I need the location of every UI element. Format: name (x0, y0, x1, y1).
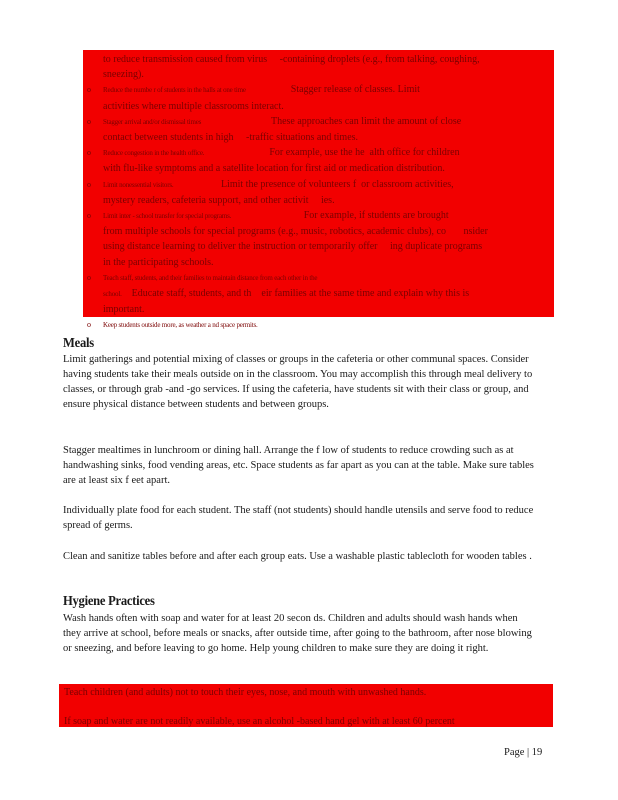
bullet-lead-text: Teach staff, students, and their families to maintain distance from each other in the (103, 273, 318, 282)
red-block-line (103, 255, 548, 270)
bullet-lead-text: school. (103, 290, 122, 299)
highlighted-recommendations-block (83, 50, 554, 330)
bullet-lead-text: Limit inter - school transfer for special programs. (103, 212, 232, 221)
red-block-line (103, 161, 548, 176)
bullet-body-text: These approaches can limit the amount of close (201, 115, 462, 127)
red-block-line (87, 317, 548, 333)
bullet-body-text: Limit the presence of volunteers f or classroom activities, (173, 178, 454, 190)
bullet-body-text: sneezing). (103, 69, 144, 81)
bullet-lead-text: Stagger arrival and/or dismissal times (103, 117, 202, 126)
hygiene-paragraph-1: Wash hands often with soap and water for at least 20 secon ds. Children and adults should wash hands when they arrive at school, before meals or snacks, after outside time, after going to the bathroom, after nose blowing or sneezing, and before leaving to go home. Help young children to make sure they are doing it right. (63, 613, 532, 654)
bullet-icon: o (87, 116, 91, 126)
bullet-body-text: For example, if students are brought (231, 210, 449, 222)
bullet-body-text: mystery readers, cafeteria support, and other activit ies. (103, 194, 335, 206)
bullet-body-text: to reduce transmission caused from virus -containing droplets (e.g., from talking, coughing, (103, 54, 480, 65)
bullet-body-text: Stagger release of classes. Limit (245, 84, 420, 96)
bullet-icon: o (87, 272, 91, 282)
bullet-body-text: with flu-like symptoms and a satellite location for first aid or medication distribution. (103, 163, 445, 175)
bullet-icon: o (87, 179, 91, 189)
red-block-line (103, 239, 548, 254)
bullet-body-text: from multiple schools for special programs (e.g., music, robotics, academic clubs), co nsider (103, 226, 488, 238)
bullet-lead-text: Keep students outside more, as weather a nd space permits. (103, 321, 258, 330)
bullet-icon: o (87, 320, 91, 330)
meals-paragraph-3: Individually plate food for each student. The staff (not students) should handle utensils and serve food to reduce spread of germs. (63, 505, 534, 531)
red-block-line (87, 270, 548, 286)
meals-paragraph-2: Stagger mealtimes in lunchroom or dining hall. Arrange the f low of students to reduce crowding such as at handwashing sinks, food vending areas, etc. Space students as far apart as you can at the table. Make sure tables are at least six f eet apart. (63, 445, 534, 486)
red-block-line (103, 193, 548, 208)
bullet-icon: o (87, 211, 91, 221)
red-block-line (103, 286, 548, 302)
highlighted-hygiene-block (59, 684, 553, 727)
bullet-body-text: important. (103, 304, 145, 316)
red-block-line (87, 208, 548, 224)
bullet-body-text: using distance learning to deliver the instruction or temporarily offer ing duplicate programs (103, 241, 483, 253)
bullet-body-text: contact between students in high -traffic situations and times. (103, 132, 359, 144)
meals-paragraph-1: Limit gatherings and potential mixing of classes or groups in the cafeteria or other communal spaces. Consider having students take their meals outside on in the classroom. You may accomplish this through meal delivery to classes, or through grab -and -go services. If using the cafeteria, have students sit with their class or group, and ensure physical distance between students and between groups. (63, 354, 533, 410)
hygiene-highlight-line-2: If soap and water are not readily available, use an alcohol -based hand gel with at least 60 percent (64, 716, 455, 727)
bullet-lead-text: Limit nonessential visitors. (103, 180, 174, 189)
red-block-line (87, 114, 548, 130)
red-block-line (103, 224, 548, 239)
bullet-body-text: Educate staff, students, and th eir families at the same time and explain why this is (121, 288, 470, 300)
red-block-line (103, 52, 548, 67)
bullet-lead-text: Reduce the numbe r of students in the halls at one time (103, 86, 246, 95)
red-block-line (87, 145, 548, 161)
red-block-line (87, 82, 548, 98)
hygiene-highlight-line-1: Teach children (and adults) not to touch their eyes, nose, and mouth with unwashed hands. (64, 687, 427, 698)
red-block-line (103, 67, 548, 82)
meals-heading: Meals (63, 336, 94, 351)
bullet-icon: o (87, 148, 91, 158)
red-block-line (103, 302, 548, 317)
meals-paragraph-4: Clean and sanitize tables before and after each group eats. Use a washable plastic tablecloth for wooden tables . (63, 551, 532, 562)
bullet-body-text: in the participating schools. (103, 256, 214, 268)
red-block-line (87, 177, 548, 193)
page-label: Page | (504, 747, 532, 758)
bullet-body-text: For example, use the he alth office for children (204, 147, 460, 159)
page-number-value: 19 (531, 747, 543, 758)
red-block-line (103, 130, 548, 145)
red-block-line (103, 99, 548, 114)
bullet-icon: o (87, 85, 91, 95)
page-number (504, 747, 542, 758)
bullet-body-text: activities where multiple classrooms interact. (103, 100, 284, 112)
hygiene-heading: Hygiene Practices (63, 594, 155, 609)
bullet-lead-text: Reduce congestion in the health office. (103, 149, 205, 158)
